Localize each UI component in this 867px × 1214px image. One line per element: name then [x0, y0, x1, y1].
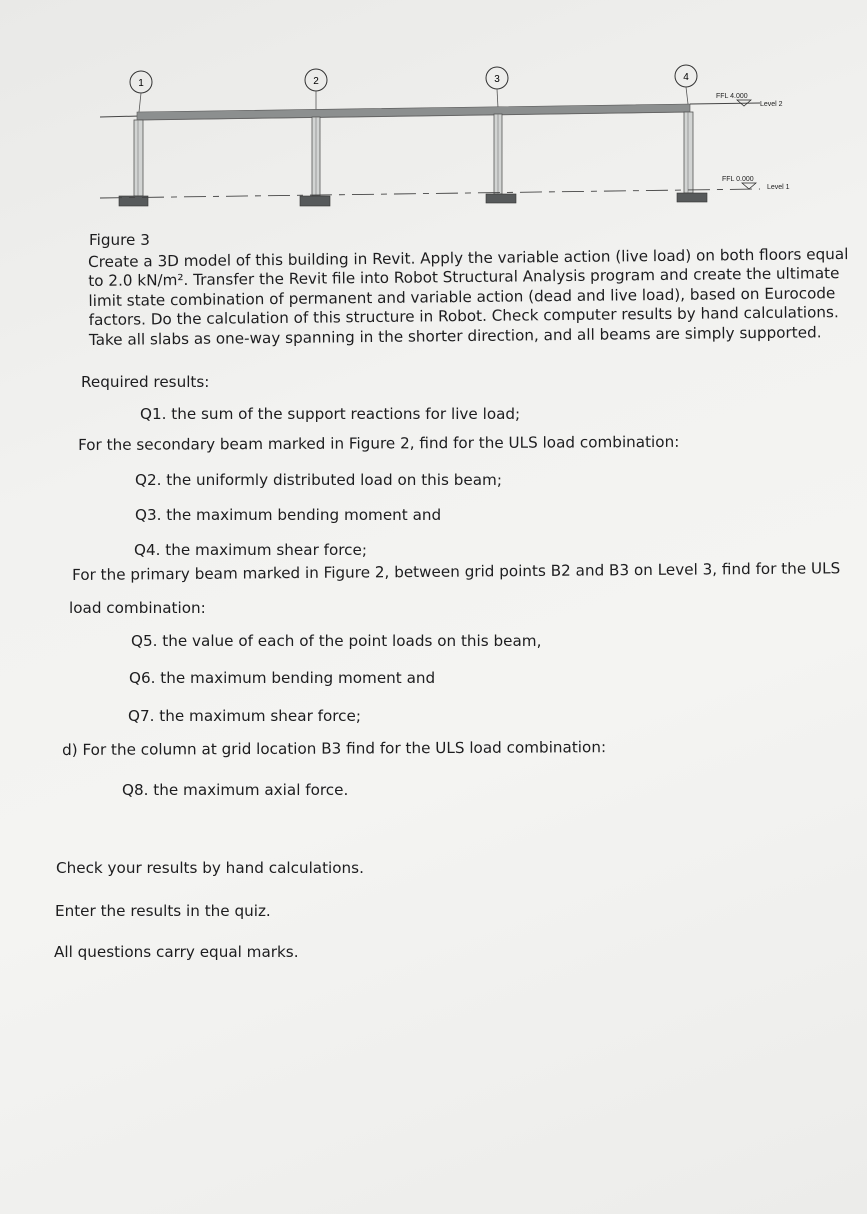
column-2	[312, 117, 320, 196]
level-1-name: Level 1	[767, 184, 790, 191]
level-1-marker	[722, 176, 790, 191]
footings	[119, 193, 707, 206]
figure-caption: Figure 3	[89, 231, 150, 249]
primary-beam-intro-line-1: For the primary beam marked in Figure 2, between grid points B2 and B3 on Level 3, find for the ULS	[72, 559, 841, 584]
level-1-ffl: FFL 0.000	[722, 176, 754, 183]
level-2-slab	[100, 103, 760, 120]
required-results-heading: Required results:	[81, 373, 210, 391]
question-q3: Q3. the maximum bending moment and	[135, 506, 442, 524]
intro-line: factors. Do the calculation of this structure in Robot. Check computer results by hand calculations.	[88, 303, 839, 330]
intro-paragraph	[88, 245, 849, 350]
grid-bubble-3	[486, 67, 508, 108]
grid-label-3: 3	[494, 74, 500, 85]
level-2-marker	[716, 93, 783, 108]
grid-label-2: 2	[313, 76, 319, 87]
footer-check-results: Check your results by hand calculations.	[56, 859, 364, 877]
intro-line: limit state combination of permanent and variable action (dead and live load), based on Eurocode	[88, 283, 836, 310]
primary-beam-intro-line-2: load combination:	[69, 599, 206, 617]
question-q2: Q2. the uniformly distributed load on this beam;	[135, 471, 502, 489]
grid-label-4: 4	[683, 72, 689, 83]
column-3	[494, 114, 502, 194]
question-q5: Q5. the value of each of the point loads on this beam,	[131, 632, 542, 650]
grid-label-1: 1	[138, 78, 144, 89]
question-q7: Q7. the maximum shear force;	[128, 707, 361, 725]
level-2-ffl: FFL 4.000	[716, 93, 748, 100]
grid-bubble-4	[675, 65, 697, 104]
question-q4: Q4. the maximum shear force;	[134, 541, 367, 559]
intro-line: Take all slabs as one-way spanning in the shorter direction, and all beams are simply supported.	[88, 322, 822, 349]
level-1-line	[100, 189, 760, 198]
intro-line: to 2.0 kN/m². Transfer the Revit file into Robot Structural Analysis program and create the ultimate	[88, 264, 840, 291]
column-1	[134, 120, 143, 196]
level-2-name: Level 2	[760, 101, 783, 108]
question-q6: Q6. the maximum bending moment and	[129, 669, 436, 687]
intro-line: Create a 3D model of this building in Revit. Apply the variable action (live load) on both floors equal	[88, 245, 849, 271]
grid-bubble-2	[305, 69, 327, 110]
secondary-beam-intro: For the secondary beam marked in Figure 2, find for the ULS load combination:	[78, 432, 680, 454]
grid-bubble-1	[130, 71, 152, 112]
column-4	[684, 112, 693, 193]
footer-enter-results: Enter the results in the quiz.	[55, 902, 271, 920]
structural-elevation-diagram	[0, 0, 867, 230]
question-q8: Q8. the maximum axial force.	[122, 781, 349, 799]
footer-equal-marks: All questions carry equal marks.	[54, 943, 299, 961]
question-q1: Q1. the sum of the support reactions for live load;	[140, 405, 521, 423]
column-intro: d) For the column at grid location B3 find for the ULS load combination:	[62, 738, 607, 759]
